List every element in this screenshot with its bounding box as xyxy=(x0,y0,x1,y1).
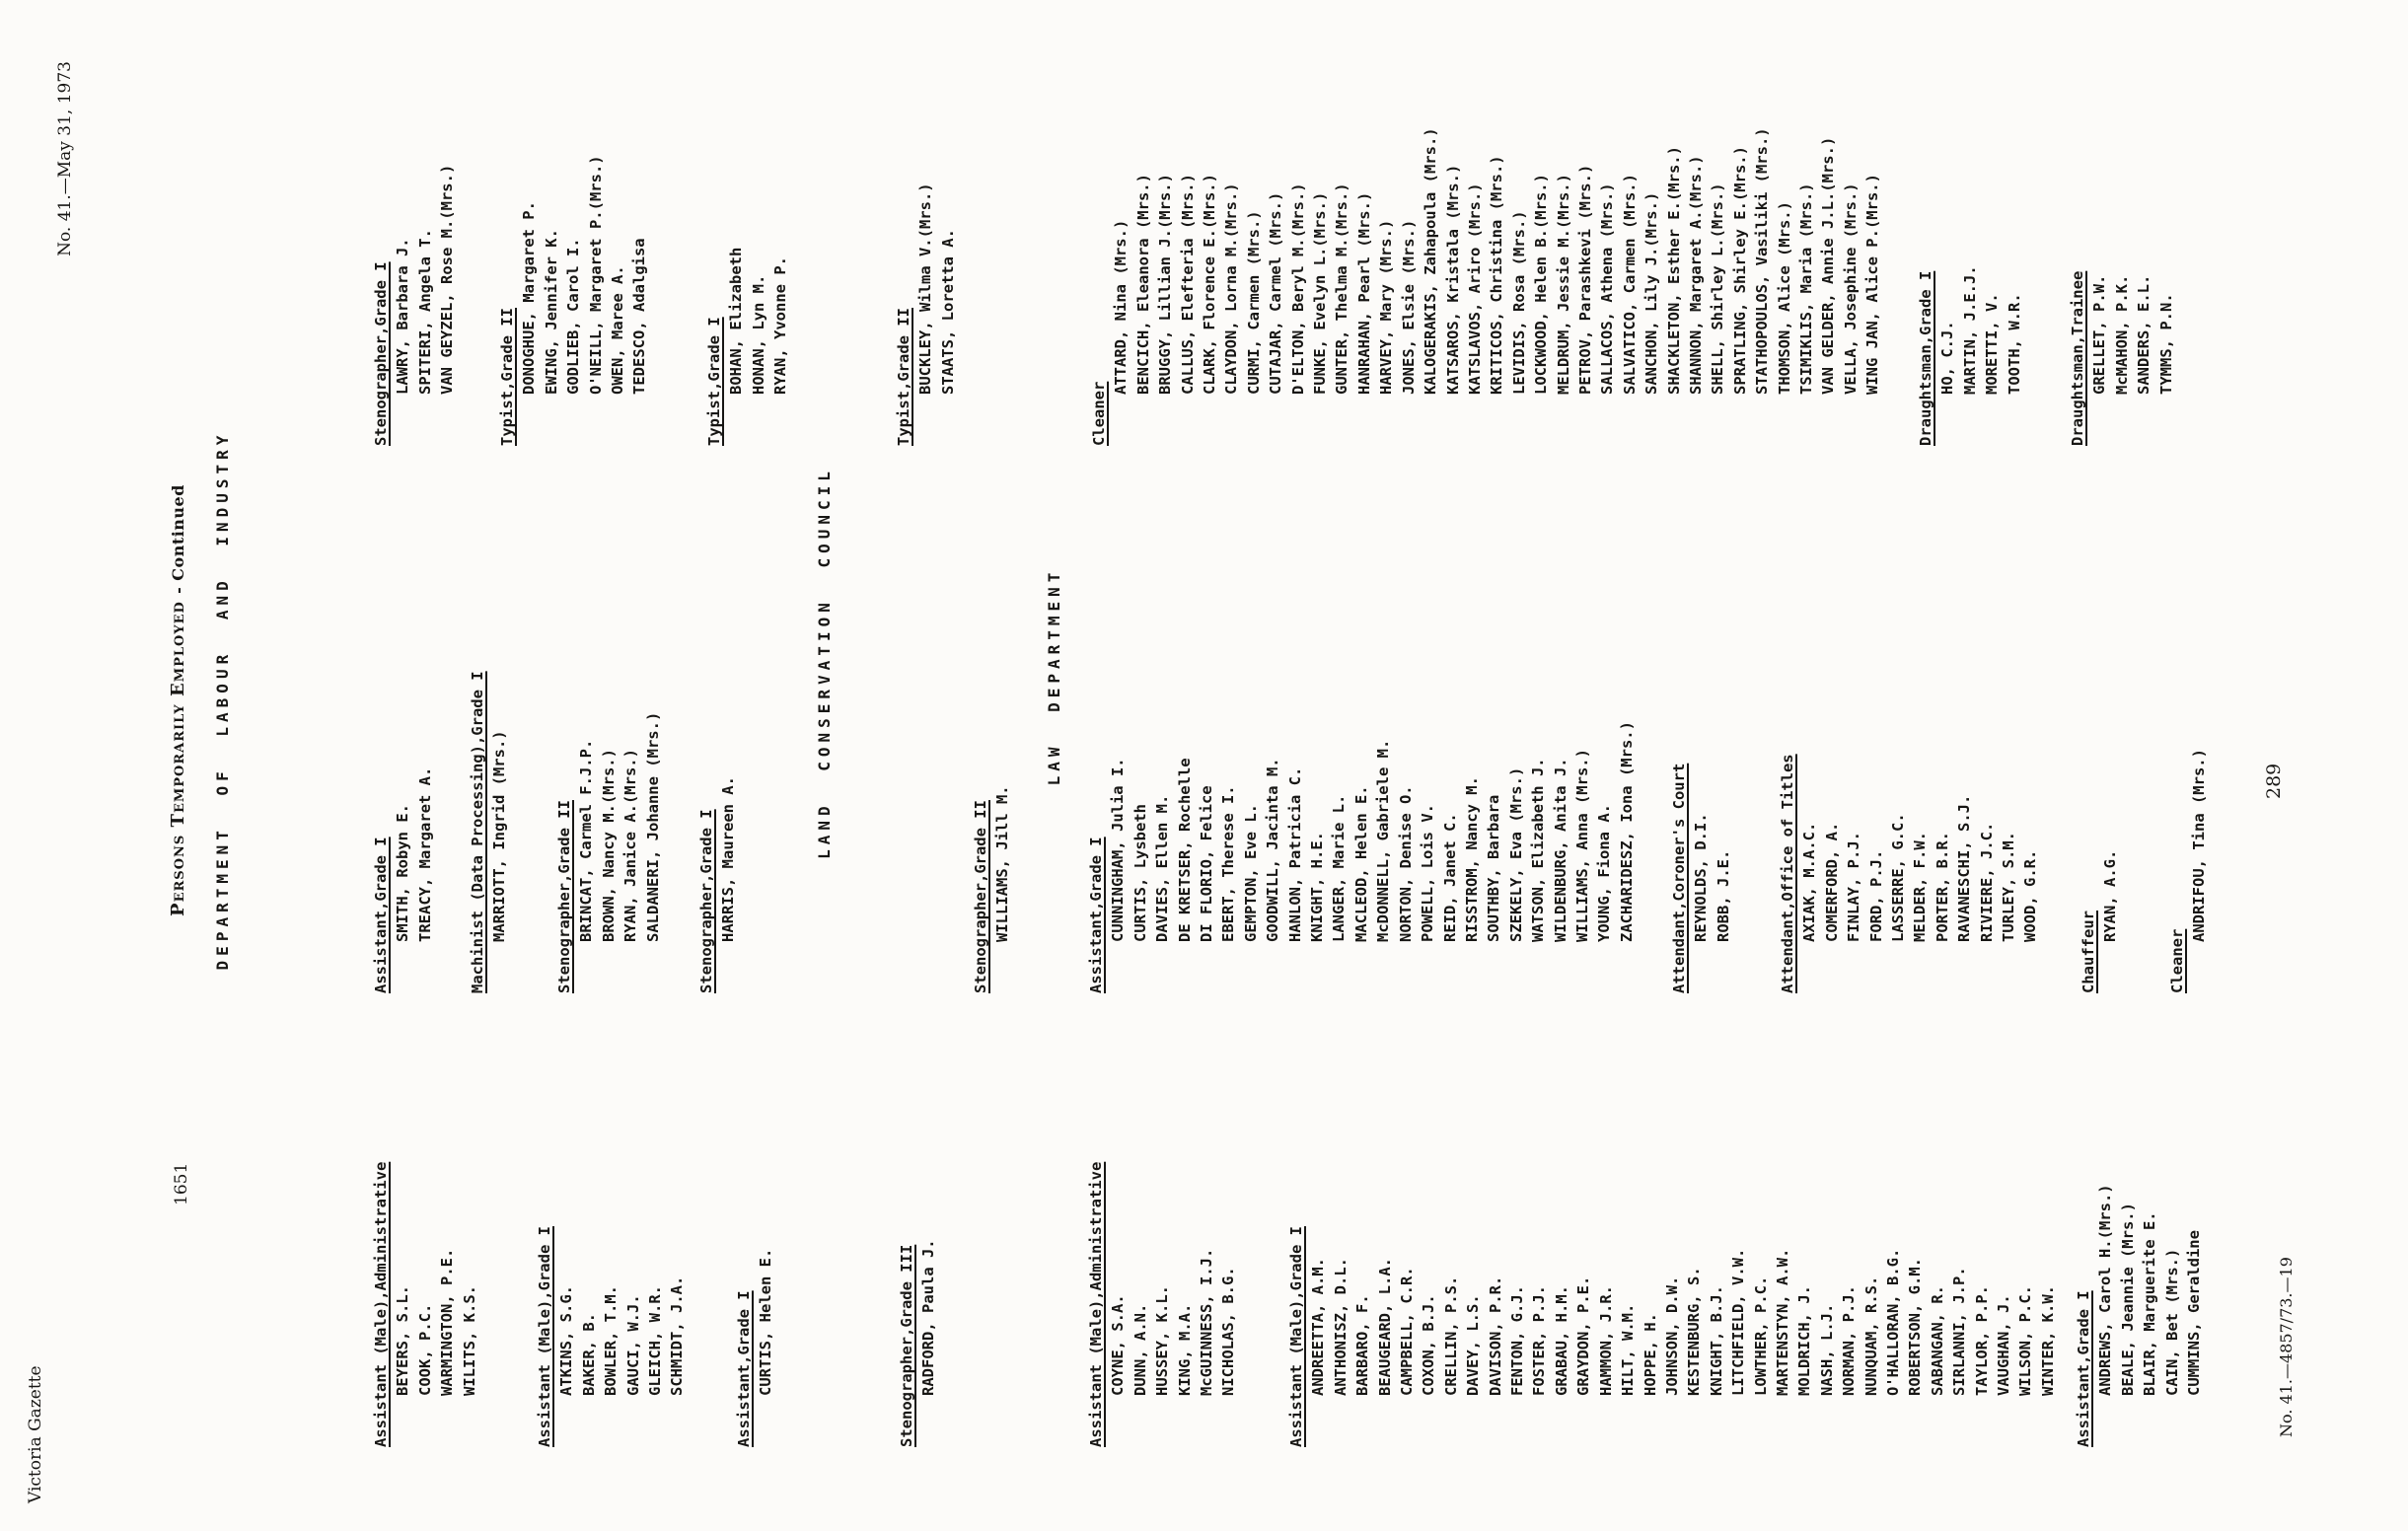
employee-name: VELLA, Josephine (Mrs.) xyxy=(1841,182,1860,395)
employee-name: SANDERS, E.L. xyxy=(2135,274,2153,395)
employee-name: HANRAHAN, Pearl (Mrs.) xyxy=(1354,191,1373,395)
employee-name: MARTIN, J.E.J. xyxy=(1960,265,1979,395)
employee-name: LEVIDIS, Rosa (Mrs.) xyxy=(1509,210,1528,395)
employee-name: BRUGGY, Lillian J.(Mrs.) xyxy=(1156,174,1175,395)
position-section xyxy=(2067,271,2177,446)
section-title: Stenographer,Grade II xyxy=(972,800,989,993)
employee-name: GUNTER, Thelma M.(Mrs.) xyxy=(1333,182,1351,395)
employee-name: TYMMS, P.N. xyxy=(2156,293,2175,395)
employee-name-list xyxy=(2088,271,2177,446)
section-title: Assistant,Grade I xyxy=(2075,1290,2092,1447)
employee-name: SOUTHBY, Barbara xyxy=(1485,794,1503,942)
employee-name-list xyxy=(392,767,436,993)
employee-name: ANDREETTA, A.M. xyxy=(1309,1258,1328,1396)
employee-name: SALVATICO, Carmen (Mrs.) xyxy=(1620,174,1639,395)
employee-name: BRINCAT, Carmel F.J.P. xyxy=(577,739,596,942)
employee-name: GAUCI, W.J. xyxy=(623,1294,642,1396)
employee-name: RAVANESCHI, S.J. xyxy=(1955,794,1974,942)
employee-name: FENTON, G.J. xyxy=(1508,1285,1527,1396)
employee-name: NORMAN, P.J. xyxy=(1840,1285,1859,1396)
employee-name: PORTER, B.R. xyxy=(1933,832,1951,942)
position-section xyxy=(467,671,511,993)
department-heading: LAW DEPARTMENT xyxy=(1045,567,1063,786)
employee-name: JONES, Elsie (Mrs.) xyxy=(1399,219,1418,395)
section-title: Chauffeur xyxy=(2080,911,2097,993)
employee-name: CURTIS, Helen E. xyxy=(757,1248,775,1396)
employee-name: EBERT, Therese I. xyxy=(1219,785,1238,942)
employee-name: COXON, B.J. xyxy=(1420,1294,1438,1396)
employee-name: CLAYDON, Lorna M.(Mrs.) xyxy=(1222,182,1241,395)
employee-name-list xyxy=(991,785,1013,993)
employee-name: STAATS, Loretta A. xyxy=(938,229,957,395)
section-title: Cleaner xyxy=(1090,381,1108,446)
employee-name: KNIGHT, B.J. xyxy=(1707,1285,1725,1396)
employee-name: GODLIEB, Carol I. xyxy=(564,238,583,395)
section-title: Typist,Grade II xyxy=(895,308,912,446)
position-section xyxy=(1085,721,1638,993)
employee-name: HARRIS, Maureen A. xyxy=(719,776,738,942)
employee-name: RADFORD, Paula J. xyxy=(919,1239,938,1396)
employee-name: ROBERTSON, G.M. xyxy=(1906,1258,1925,1396)
section-title: Assistant,Grade I xyxy=(1087,837,1105,993)
employee-name: CALLUS, Elefteria (Mrs.) xyxy=(1178,174,1197,395)
employee-name: NUNQUAM, R.S. xyxy=(1861,1276,1880,1396)
employee-name-list xyxy=(575,712,664,993)
employee-name: DE KRETSER, Rochelle xyxy=(1175,758,1194,942)
employee-name-list xyxy=(555,1226,688,1447)
employee-name-list xyxy=(2188,749,2210,993)
employee-name: ATTARD, Nina (Mrs.) xyxy=(1112,219,1131,395)
employee-name: SHANNON, Margaret A.(Mrs.) xyxy=(1686,155,1705,395)
employee-name: EWING, Jennifer K. xyxy=(542,229,560,395)
employee-name: WOOD, G.R. xyxy=(2021,849,2040,942)
position-section xyxy=(1668,764,1734,993)
employee-name: WILLIAMS, Jill M. xyxy=(993,785,1012,942)
section-title: Stenographer,Grade II xyxy=(555,800,573,993)
employee-name: BAKER, B. xyxy=(579,1313,598,1396)
page-number-bottom: 289 xyxy=(2263,763,2285,799)
employee-name: LITCHFIELD, V.W. xyxy=(1729,1248,1748,1396)
employee-name: BEAUGEARD, L.A. xyxy=(1375,1258,1394,1396)
employee-name: HO, C.J. xyxy=(1938,321,1957,395)
employee-name: GRELLET, P.W. xyxy=(2090,274,2109,395)
employee-name: HAMMON, J.R. xyxy=(1596,1285,1615,1396)
employee-name: GRAYDON, P.E. xyxy=(1574,1276,1593,1396)
employee-name: KATSAROS, Kristala (Mrs.) xyxy=(1443,164,1462,395)
employee-name: WILITS, K.S. xyxy=(460,1285,478,1396)
employee-name: D'ELTON, Beryl M.(Mrs.) xyxy=(1288,182,1307,395)
employee-name: KALOGERAKIS, Zahapoula (Mrs.) xyxy=(1422,127,1440,395)
employee-name: BUCKLEY, Wilma V.(Mrs.) xyxy=(916,182,935,395)
employee-name: AXIAK, M.A.C. xyxy=(1800,822,1819,942)
employee-name: REYNOLDS, D.I. xyxy=(1692,813,1711,942)
employee-name: RYAN, Janice A.(Mrs.) xyxy=(621,749,640,942)
section-title: Assistant (Male),Administrative xyxy=(1087,1161,1105,1447)
position-section xyxy=(2078,850,2122,993)
employee-name: KING, M.A. xyxy=(1175,1303,1194,1396)
employee-name: FOSTER, P.J. xyxy=(1530,1285,1549,1396)
employee-name: TAYLOR, P.P. xyxy=(1972,1285,1991,1396)
footer-imprint: No. 41.—4857/73.—19 xyxy=(2277,1257,2296,1437)
position-section xyxy=(1088,127,1884,446)
position-section xyxy=(896,1239,940,1447)
employee-name: GLEICH, W.R. xyxy=(646,1285,665,1396)
employee-name: POWELL, Lois V. xyxy=(1419,804,1437,942)
employee-name-list xyxy=(1107,1162,1239,1447)
position-section xyxy=(970,785,1014,993)
position-section xyxy=(2073,1184,2205,1447)
employee-name: HANLON, Patricia C. xyxy=(1285,766,1304,942)
employee-name: MARRIOTT, Ingrid (Mrs.) xyxy=(490,730,509,942)
section-title: Draughtsman,Trainee xyxy=(2069,270,2086,446)
employee-name: LAWRY, Barbara J. xyxy=(394,238,412,395)
employee-name: CURTIS, Lysbeth xyxy=(1131,804,1149,942)
document-title xyxy=(168,484,188,916)
employee-name: CURMI, Carmen (Mrs.) xyxy=(1244,210,1263,395)
employee-name: WILDENBURG, Anita J. xyxy=(1551,758,1569,942)
employee-name: LOCKWOOD, Helen B.(Mrs.) xyxy=(1532,174,1551,395)
employee-name: YOUNG, Fiona A. xyxy=(1595,804,1614,942)
employee-name: CAIN, Bet (Mrs.) xyxy=(2162,1248,2181,1396)
employee-name: TREACY, Margaret A. xyxy=(415,766,434,942)
employee-name: WINTER, K.W. xyxy=(2038,1285,2057,1396)
employee-name-list xyxy=(1307,1226,2059,1447)
employee-name: BOWLER, T.M. xyxy=(602,1285,620,1396)
section-title: Draughtsman,Grade I xyxy=(1917,270,1934,446)
employee-name: SHELL, Shirley L.(Mrs.) xyxy=(1709,182,1727,395)
employee-name: KATSLAVOS, Ariro (Mrs.) xyxy=(1465,182,1484,395)
employee-name-list xyxy=(488,671,510,993)
employee-name: SANCHON, Lily J.(Mrs.) xyxy=(1642,191,1661,395)
employee-name: BARBARO, F. xyxy=(1353,1294,1372,1396)
employee-name: HARVEY, Mary (Mrs.) xyxy=(1377,219,1396,395)
employee-name-list xyxy=(1936,265,2025,446)
employee-name-list xyxy=(1690,764,1734,993)
section-title: Assistant (Male),Administrative xyxy=(372,1161,390,1447)
employee-name: TSIMIKLIS, Maria (Mrs.) xyxy=(1797,182,1815,395)
employee-name: MELDER, F.W. xyxy=(1911,832,1930,942)
employee-name: COMERFORD, A. xyxy=(1822,822,1841,942)
employee-name-list xyxy=(917,1239,939,1447)
employee-name: RYAN, Yvonne P. xyxy=(771,256,790,395)
page-number-top: 1651 xyxy=(172,1162,191,1205)
employee-name: BENCICH, Eleanora (Mrs.) xyxy=(1133,174,1152,395)
employee-name: DAVISON, P.R. xyxy=(1486,1276,1504,1396)
employee-name: WING JAN, Alice P.(Mrs.) xyxy=(1863,174,1882,395)
employee-name: HONAN, Lyn M. xyxy=(749,274,767,395)
employee-name: SMITH, Robyn E. xyxy=(394,804,412,942)
employee-name: FINLAY, P.J. xyxy=(1845,832,1863,942)
employee-name: SIRLANNI, J.P. xyxy=(1950,1267,1969,1396)
employee-name: DAVIES, Ellen M. xyxy=(1153,794,1172,942)
section-title: Attendant,Coroner's Court xyxy=(1670,763,1688,993)
employee-name: ANDREWS, Carol H.(Mrs.) xyxy=(2096,1184,2115,1396)
employee-name-list xyxy=(725,248,791,446)
employee-name: STATHOPOULOS, Vasiliki (Mrs.) xyxy=(1753,127,1772,395)
employee-name: HOPPE, H. xyxy=(1641,1313,1659,1396)
employee-name: BLAIR, Marguerite E. xyxy=(2141,1211,2159,1396)
employee-name: GRABAU, H.M. xyxy=(1552,1285,1570,1396)
position-section xyxy=(553,712,664,993)
employee-name: CLARK, Florence E.(Mrs.) xyxy=(1201,174,1219,395)
position-section xyxy=(1285,1226,2059,1447)
section-title: Typist,Grade II xyxy=(498,308,516,446)
employee-name: MORETTI, V. xyxy=(1983,293,2002,395)
employee-name: NASH, L.J. xyxy=(1817,1303,1836,1396)
employee-name: THOMSON, Alice (Mrs.) xyxy=(1775,201,1793,395)
employee-name: SPITERI, Angela T. xyxy=(415,229,434,395)
employee-name: COOK, P.C. xyxy=(415,1303,434,1396)
position-section xyxy=(1915,265,2025,446)
employee-name: TURLEY, S.M. xyxy=(2000,832,2018,942)
employee-name: NORTON, Denise O. xyxy=(1396,785,1415,942)
employee-name: ATKINS, S.G. xyxy=(557,1285,576,1396)
employee-name: VAN GELDER, Annie J.L.(Mrs.) xyxy=(1819,136,1838,395)
gazette-name: Victoria Gazette xyxy=(26,1365,45,1503)
employee-name: CUTAJAR, Carmel (Mrs.) xyxy=(1267,191,1285,395)
employee-name: JOHNSON, D.W. xyxy=(1662,1276,1681,1396)
employee-name: McGUINNESS, I.J. xyxy=(1198,1248,1216,1396)
employee-name-list xyxy=(1107,721,1638,993)
employee-name-list xyxy=(914,182,959,446)
document-title-main: Persons Temporarily Employed xyxy=(168,601,188,916)
employee-name-list xyxy=(755,1249,776,1447)
employee-name: HUSSEY, K.L. xyxy=(1153,1285,1172,1396)
employee-name: DI FLORIO, Felice xyxy=(1198,785,1216,942)
employee-name: MOLDRICH, J. xyxy=(1795,1285,1814,1396)
employee-name: BEYERS, S.L. xyxy=(394,1285,412,1396)
employee-name: KESTENBURG, S. xyxy=(1685,1267,1704,1396)
employee-name: SABANGAN, R. xyxy=(1928,1285,1946,1396)
employee-name: VAN GEYZEL, Rose M.(Mrs.) xyxy=(438,164,457,395)
employee-name: SCHMIDT, J.A. xyxy=(668,1276,687,1396)
employee-name-list xyxy=(2094,1184,2205,1447)
position-section xyxy=(1777,754,2042,993)
employee-name: LOWTHER, P.C. xyxy=(1751,1276,1770,1396)
employee-name: SALLACOS, Athena (Mrs.) xyxy=(1598,182,1617,395)
employee-name: TOOTH, W.R. xyxy=(2005,293,2023,395)
employee-name-list xyxy=(2099,850,2121,993)
position-section xyxy=(496,155,651,446)
employee-name: FORD, P.J. xyxy=(1866,849,1885,942)
employee-name: KNIGHT, H.E. xyxy=(1308,832,1327,942)
position-section xyxy=(370,767,436,993)
employee-name: CRELLIN, P.S. xyxy=(1441,1276,1460,1396)
department-heading: DEPARTMENT OF LABOUR AND INDUSTRY xyxy=(213,430,232,971)
employee-name: ANTHONISZ, D.L. xyxy=(1331,1258,1350,1396)
employee-name: COYNE, S.A. xyxy=(1109,1294,1128,1396)
employee-name: REID, Janet C. xyxy=(1440,813,1459,942)
employee-name-list xyxy=(1110,127,1883,446)
section-title: Attendant,Office of Titles xyxy=(1779,754,1796,993)
employee-name-list xyxy=(392,1162,480,1447)
section-title: Assistant (Male),Grade I xyxy=(1287,1226,1305,1447)
department-heading: LAND CONSERVATION COUNCIL xyxy=(815,467,834,859)
employee-name: CAMPBELL, C.R. xyxy=(1398,1267,1417,1396)
employee-name: OWEN, Maree A. xyxy=(609,265,627,395)
employee-name: DUNN, A.N. xyxy=(1131,1303,1149,1396)
position-section xyxy=(534,1226,689,1447)
employee-name-list xyxy=(392,165,458,446)
employee-name: WARMINGTON, P.E. xyxy=(438,1248,457,1396)
employee-name: SHACKLETON, Esther E.(Mrs.) xyxy=(1664,146,1683,395)
employee-name: LANGER, Marie L. xyxy=(1330,794,1349,942)
employee-name: O'NEILL, Margaret P.(Mrs.) xyxy=(586,155,605,395)
employee-name: NICHOLAS, B.G. xyxy=(1219,1267,1238,1396)
employee-name: ZACHARIDESZ, Iona (Mrs.) xyxy=(1617,721,1636,942)
employee-name: RISSTROM, Nancy M. xyxy=(1462,776,1481,942)
employee-name: LASSERRE, G.C. xyxy=(1889,813,1908,942)
employee-name: CUNNINGHAM, Julia I. xyxy=(1109,758,1128,942)
section-title: Assistant,Grade I xyxy=(372,837,390,993)
employee-name: DAVEY, L.S. xyxy=(1464,1294,1483,1396)
position-section xyxy=(370,165,459,446)
employee-name: O'HALLORAN, B.G. xyxy=(1883,1248,1902,1396)
section-title: Machinist (Data Processing),Grade I xyxy=(469,671,486,993)
issue-date: No. 41.—May 31, 1973 xyxy=(55,61,75,256)
employee-name: WILSON, P.C. xyxy=(2016,1285,2035,1396)
section-title: Stenographer,Grade I xyxy=(372,261,390,446)
employee-name: GOODWILL, Jacinta M. xyxy=(1264,758,1282,942)
employee-name: CUMMINS, Geraldine xyxy=(2185,1230,2204,1396)
position-section xyxy=(703,248,792,446)
section-title: Stenographer,Grade III xyxy=(898,1244,915,1447)
position-section xyxy=(695,776,740,993)
employee-name: McDONNELL, Gabriele M. xyxy=(1374,739,1393,942)
section-title: Typist,Grade I xyxy=(705,317,723,446)
employee-name: KRITICOS, Christina (Mrs.) xyxy=(1488,155,1506,395)
employee-name: BOHAN, Elizabeth xyxy=(727,247,746,395)
employee-name: McMAHON, P.K. xyxy=(2112,274,2131,395)
section-title: Stenographer,Grade I xyxy=(697,809,715,993)
position-section xyxy=(1085,1162,1240,1447)
employee-name: WATSON, Elizabeth J. xyxy=(1529,758,1548,942)
employee-name: BROWN, Nancy M.(Mrs.) xyxy=(599,749,618,942)
employee-name: FUNKE, Evelyn L.(Mrs.) xyxy=(1311,191,1330,395)
document-title-suffix: - Continued xyxy=(169,484,187,594)
employee-name: SPRATLING, Shirley E.(Mrs.) xyxy=(1730,146,1749,395)
employee-name: ANDRIFOU, Tina (Mrs.) xyxy=(2190,749,2209,942)
employee-name: HILT, W.M. xyxy=(1619,1303,1638,1396)
employee-name: TEDESCO, Adalgisa xyxy=(630,238,649,395)
employee-name: PETROV, Parashkevi (Mrs.) xyxy=(1575,164,1594,395)
employee-name: GEMPTON, Eve L. xyxy=(1241,804,1260,942)
section-title: Assistant,Grade I xyxy=(735,1290,753,1447)
employee-name-list xyxy=(717,776,739,993)
employee-name: SALDANERI, Johanne (Mrs.) xyxy=(643,711,662,942)
employee-name: DONOGHUE, Margaret P. xyxy=(520,201,539,395)
employee-name: SZEKELY, Eva (Mrs.) xyxy=(1506,766,1525,942)
section-title: Assistant (Male),Grade I xyxy=(536,1226,553,1447)
employee-name: RYAN, A.G. xyxy=(2101,849,2120,942)
section-title: Cleaner xyxy=(2168,928,2186,993)
position-section xyxy=(370,1162,480,1447)
position-section xyxy=(733,1249,777,1447)
employee-name: WILLIAMS, Anna (Mrs.) xyxy=(1572,749,1591,942)
employee-name: MACLEOD, Helen E. xyxy=(1351,785,1370,942)
employee-name: MELDRUM, Jessie M.(Mrs.) xyxy=(1554,174,1572,395)
position-section xyxy=(893,182,959,446)
employee-name-list xyxy=(1798,754,2041,993)
employee-name: ROBB, J.E. xyxy=(1714,849,1732,942)
employee-name: VAUGHAN, J. xyxy=(1995,1294,2012,1396)
employee-name: BEALE, Jeannie (Mrs.) xyxy=(2118,1203,2137,1396)
employee-name: RIVIERE, J.C. xyxy=(1977,822,1996,942)
employee-name: MARTENSTYN, A.W. xyxy=(1773,1248,1791,1396)
position-section xyxy=(2166,749,2211,993)
employee-name-list xyxy=(518,155,650,446)
